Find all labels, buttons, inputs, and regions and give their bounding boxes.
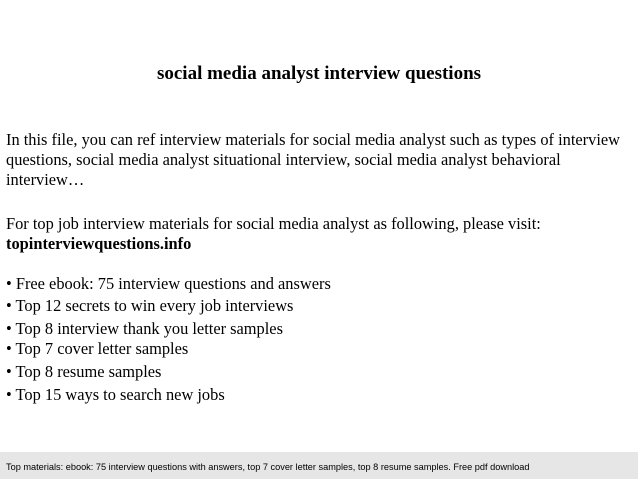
intro-paragraph: In this file, you can ref interview materials for social media analyst such as types of interview questions, social media analyst situational interview, social media analyst behavioral interview… xyxy=(6,130,620,189)
cta-site-link[interactable]: topinterviewquestions.info xyxy=(6,234,192,253)
bullet-item-search-jobs: • Top 15 ways to search new jobs xyxy=(6,385,225,404)
footer-bar xyxy=(0,452,638,479)
footer-text: Top materials: ebook: 75 interview questions with answers, top 7 cover letter samples, top 8 resume samples. Free pdf download xyxy=(6,462,530,472)
slide-title: social media analyst interview questions xyxy=(156,63,482,84)
cta-text: For top job interview materials for social media analyst as following, please visit: xyxy=(6,214,541,233)
bullet-item-resume: • Top 8 resume samples xyxy=(6,362,162,381)
bullet-item-secrets: • Top 12 secrets to win every job interviews xyxy=(6,296,294,315)
bullet-item-thank-you: • Top 8 interview thank you letter samples xyxy=(6,319,283,338)
cta-paragraph xyxy=(6,214,632,254)
bullet-item-ebook: • Free ebook: 75 interview questions and answers xyxy=(6,274,331,293)
bullet-item-cover-letter: • Top 7 cover letter samples xyxy=(6,339,189,358)
